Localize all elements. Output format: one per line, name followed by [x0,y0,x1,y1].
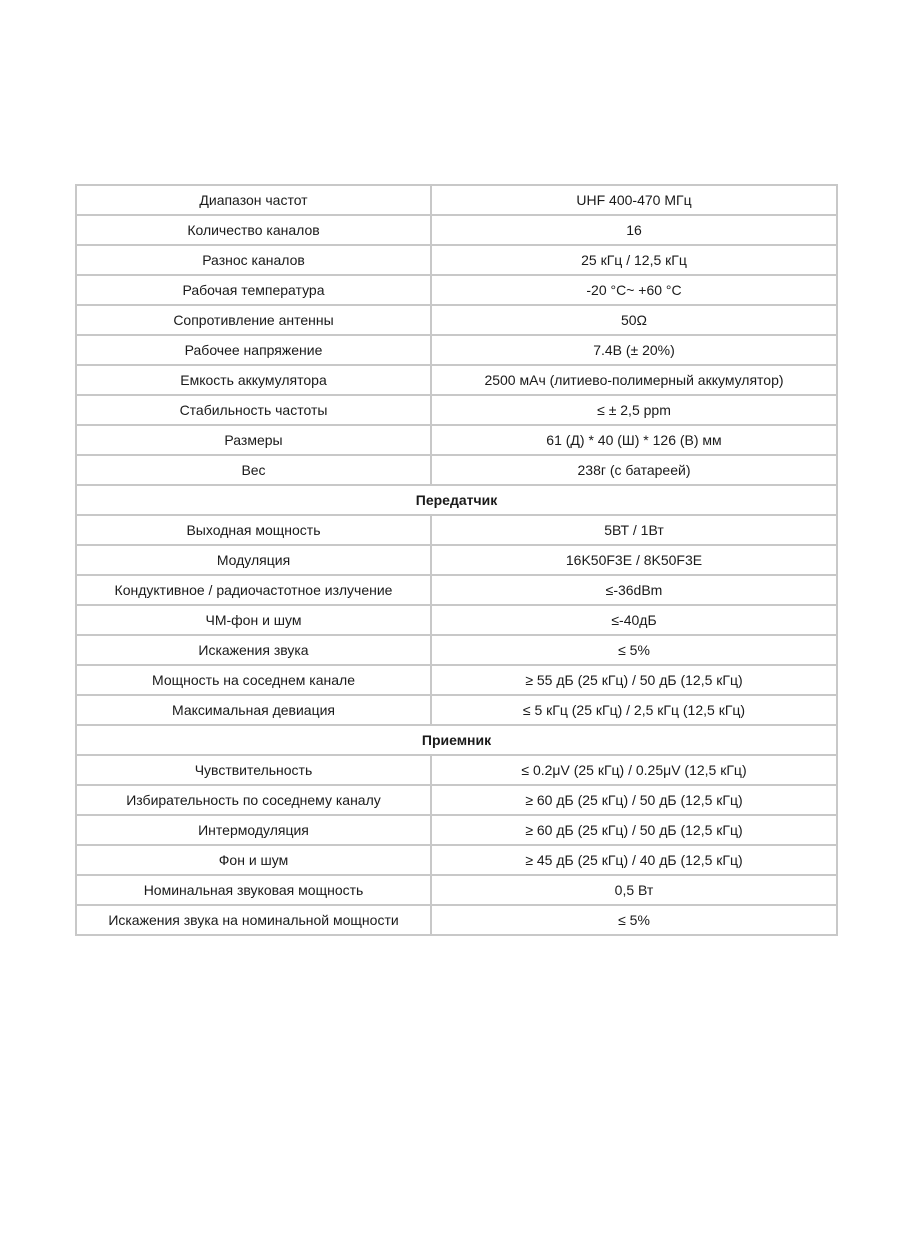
spec-value: ≤ 0.2μV (25 кГц) / 0.25μV (12,5 кГц) [432,756,836,784]
spec-label: Сопротивление антенны [77,306,430,334]
spec-value: 238г (с батареей) [432,456,836,484]
spec-value: 50Ω [432,306,836,334]
spec-value: ≥ 60 дБ (25 кГц) / 50 дБ (12,5 кГц) [432,816,836,844]
spec-label: Размеры [77,426,430,454]
spec-value: ≤ 5% [432,906,836,934]
spec-label: Фон и шум [77,846,430,874]
spec-label: ЧМ-фон и шум [77,606,430,634]
table-row [77,846,836,874]
table-row [77,186,836,214]
table-row [77,396,836,424]
spec-value: ≤ 5% [432,636,836,664]
spec-label: Избирательность по соседнему каналу [77,786,430,814]
table-row [77,456,836,484]
spec-label: Стабильность частоты [77,396,430,424]
table-row [77,426,836,454]
spec-label: Рабочее напряжение [77,336,430,364]
spec-label: Искажения звука на номинальной мощности [77,906,430,934]
spec-label: Разнос каналов [77,246,430,274]
spec-value: ≥ 45 дБ (25 кГц) / 40 дБ (12,5 кГц) [432,846,836,874]
table-row [77,756,836,784]
section-title: Передатчик [77,486,836,514]
spec-label: Количество каналов [77,216,430,244]
spec-label: Емкость аккумулятора [77,366,430,394]
spec-value: 25 кГц / 12,5 кГц [432,246,836,274]
table-row [77,276,836,304]
spec-label: Диапазон частот [77,186,430,214]
spec-value: ≤ ± 2,5 ppm [432,396,836,424]
table-row [77,216,836,244]
spec-value: 16 [432,216,836,244]
spec-value: -20 °C~ +60 °C [432,276,836,304]
section-title: Приемник [77,726,836,754]
spec-value: ≥ 60 дБ (25 кГц) / 50 дБ (12,5 кГц) [432,786,836,814]
spec-table-body [77,186,836,934]
spec-value: 7.4В (± 20%) [432,336,836,364]
spec-label: Искажения звука [77,636,430,664]
table-row [77,666,836,694]
table-row [77,306,836,334]
spec-label: Номинальная звуковая мощность [77,876,430,904]
spec-value: ≥ 55 дБ (25 кГц) / 50 дБ (12,5 кГц) [432,666,836,694]
table-row [77,606,836,634]
spec-value: 61 (Д) * 40 (Ш) * 126 (В) мм [432,426,836,454]
spec-label: Максимальная девиация [77,696,430,724]
spec-value: ≤-40дБ [432,606,836,634]
table-row [77,876,836,904]
spec-table [75,184,838,936]
spec-value: ≤ 5 кГц (25 кГц) / 2,5 кГц (12,5 кГц) [432,696,836,724]
table-row [77,786,836,814]
section-header-transmitter [77,486,836,514]
spec-value: 0,5 Вт [432,876,836,904]
table-row [77,336,836,364]
table-row [77,816,836,844]
table-row [77,516,836,544]
spec-label: Чувствительность [77,756,430,784]
spec-label: Вес [77,456,430,484]
section-header-receiver [77,726,836,754]
spec-value: 16K50F3E / 8K50F3E [432,546,836,574]
spec-label: Выходная мощность [77,516,430,544]
spec-label: Модуляция [77,546,430,574]
table-row [77,546,836,574]
spec-label: Кондуктивное / радиочастотное излучение [77,576,430,604]
spec-label: Рабочая температура [77,276,430,304]
spec-value: UHF 400-470 МГц [432,186,836,214]
table-row [77,636,836,664]
table-row [77,366,836,394]
spec-label: Мощность на соседнем канале [77,666,430,694]
spec-value: 2500 мАч (литиево-полимерный аккумулятор) [432,366,836,394]
table-row [77,576,836,604]
table-row [77,906,836,934]
table-row [77,696,836,724]
spec-label: Интермодуляция [77,816,430,844]
spec-value: ≤-36dBm [432,576,836,604]
spec-value: 5ВТ / 1Вт [432,516,836,544]
table-row [77,246,836,274]
